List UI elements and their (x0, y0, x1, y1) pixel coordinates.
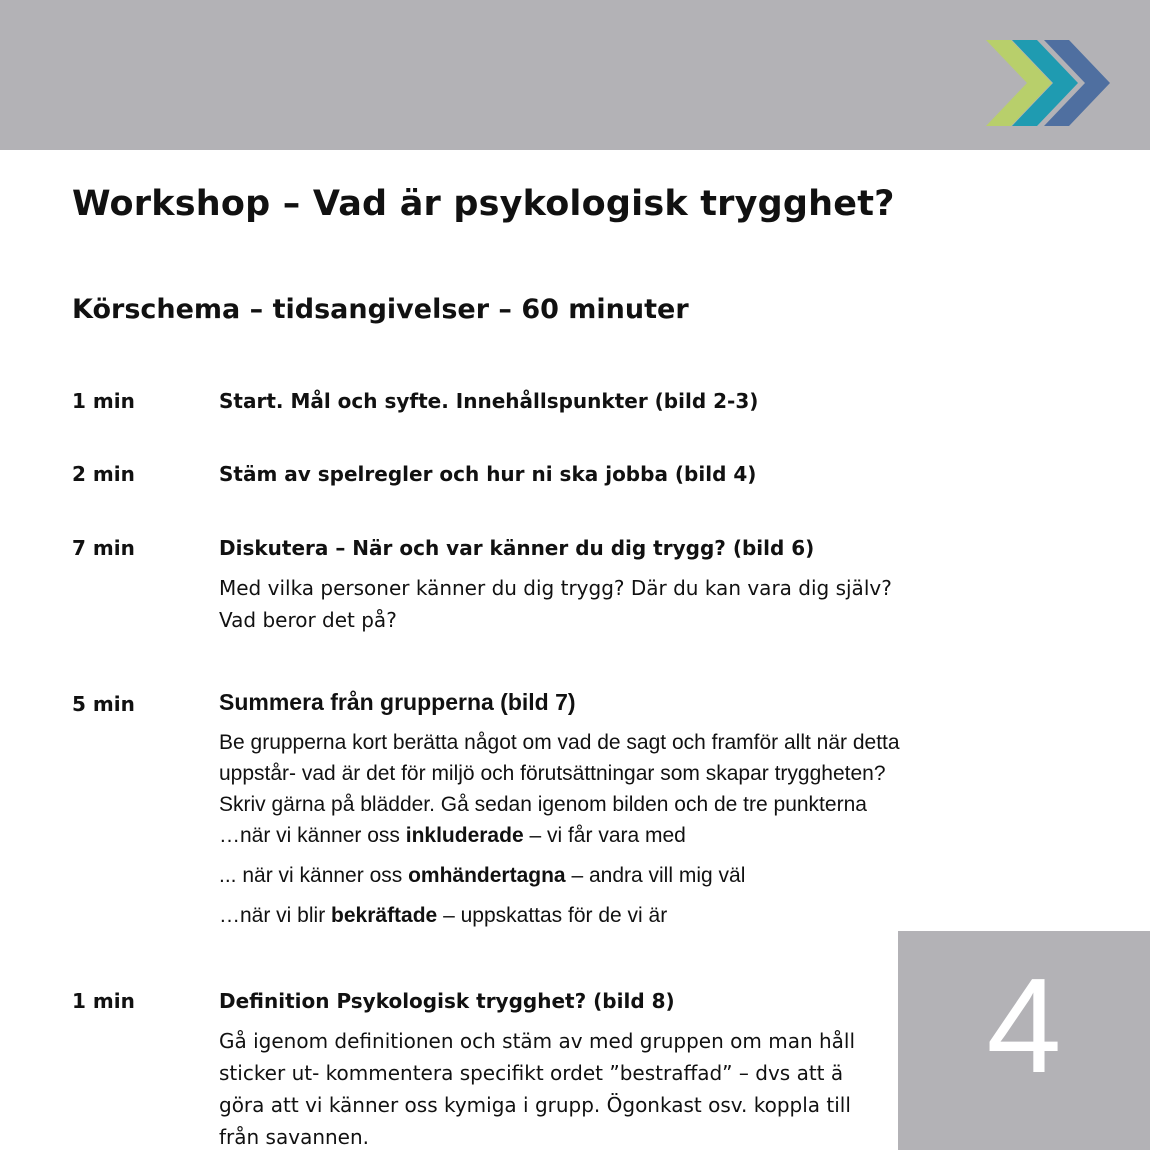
point-line-affirmed: …när vi blir bekräftade – uppskattas för de vi är (219, 904, 668, 927)
description-line: uppstår- vad är det för miljö och förutsättningar som skapar tryggheten? (219, 762, 886, 785)
schedule-subtitle: Körschema – tidsangivelser – 60 minuter (72, 294, 689, 325)
item-duration: 1 min (72, 989, 135, 1013)
item-duration: 7 min (72, 536, 135, 560)
item-heading: Start. Mål och syfte. Innehållspunkter (bild 2-3) (219, 389, 759, 413)
item-description (219, 1025, 898, 1153)
page-number: 4 (986, 950, 1062, 1101)
description-line: Med vilka personer känner du dig trygg? Där du kan vara dig själv? (219, 576, 892, 600)
description-line: från savannen. (219, 1125, 370, 1149)
description-line: Be grupperna kort berätta något om vad de sagt och framför allt när detta (219, 731, 900, 754)
item-heading: Definition Psykologisk trygghet? (bild 8) (219, 989, 675, 1013)
description-line: sticker ut- kommentera specifikt ordet ”bestraffad” – dvs att ä (219, 1061, 844, 1085)
item-description (219, 572, 979, 636)
description-line: göra att vi känner oss kymiga i grupp. Ögonkast osv. koppla till (219, 1093, 851, 1117)
point-line-included: …när vi känner oss inkluderade – vi får vara med (219, 824, 686, 847)
point-keyword: bekräftade (331, 904, 438, 927)
description-line: Gå igenom definitionen och stäm av med gruppen om man håll (219, 1029, 856, 1053)
item-heading: Stäm av spelregler och hur ni ska jobba (bild 4) (219, 462, 757, 486)
description-line: Skriv gärna på blädder. Gå sedan igenom bilden och de tre punkterna (219, 793, 867, 816)
item-description (219, 727, 979, 931)
description-line: Vad beror det på? (219, 608, 397, 632)
item-duration: 5 min (72, 692, 135, 716)
page-number-box (898, 931, 1150, 1150)
page-title: Workshop – Vad är psykologisk trygghet? (72, 184, 895, 224)
item-duration: 1 min (72, 389, 135, 413)
point-keyword: omhändertagna (408, 864, 566, 887)
item-duration: 2 min (72, 462, 135, 486)
item-heading: Diskutera – När och var känner du dig trygg? (bild 6) (219, 536, 815, 560)
item-heading: Summera från grupperna (bild 7) (219, 689, 576, 715)
point-keyword: inkluderade (405, 824, 524, 847)
point-line-cared-for: ... när vi känner oss omhändertagna – andra vill mig väl (219, 864, 746, 887)
chevron-logo-icon (978, 36, 1112, 130)
